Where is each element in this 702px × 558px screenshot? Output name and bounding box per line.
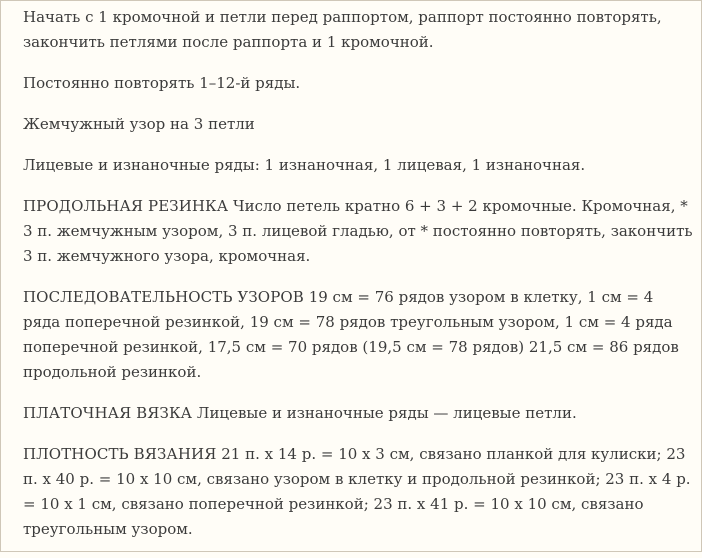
paragraph-text: Начать с 1 кромочной и петли перед раппортом, раппорт постоянно повторять, закончить петлями после раппорта и 1 кромочной.: [23, 8, 662, 51]
paragraph-text: Жемчужный узор на 3 петли: [23, 115, 255, 133]
section-heading: ПОСЛЕДОВАТЕЛЬНОСТЬ УЗОРОВ: [23, 288, 304, 306]
paragraph-text: Постоянно повторять 1–12-й ряды.: [23, 74, 301, 92]
paragraph-repeat-rows: [23, 71, 695, 96]
paragraph-seed-stitch-title: [23, 112, 695, 137]
section-heading: ПЛОТНОСТЬ ВЯЗАНИЯ: [23, 445, 217, 463]
section-heading: ПРОДОЛЬНАЯ РЕЗИНКА: [23, 197, 229, 215]
paragraph-longitudinal-rib: [23, 194, 695, 269]
paragraph-edge-stitches: [23, 5, 695, 55]
paragraph-text: 21 п. x 14 р. = 10 x 3 см, связано планкой для кулиски; 23 п. x 40 р. = 10 x 10 см, связано узором в клетку и продольной резинкой; 23 п. x 4 р. = 10 x 1 см, связано поперечной резинкой; 23 п. x 41 р. = 10 x 10 см, связано треугольным узором.: [23, 445, 691, 538]
paragraph-garter-stitch: [23, 401, 695, 426]
section-heading: ПЛАТОЧНАЯ ВЯЗКА: [23, 404, 193, 422]
document-body: [23, 5, 695, 558]
paragraph-seed-stitch-rows: [23, 153, 695, 178]
paragraph-text: 19 см = 76 рядов узором в клетку, 1 см = 4 ряда поперечной резинкой, 19 см = 78 рядов треугольным узором, 1 см = 4 ряда поперечной резинкой, 17,5 см = 70 рядов (19,5 см = 78 рядов) 21,5 см = 86 рядов продольной резинкой.: [23, 288, 679, 381]
paragraph-pattern-sequence: [23, 285, 695, 385]
paragraph-text: Лицевые и изнаночные ряды: 1 изнаночная, 1 лицевая, 1 изнаночная.: [23, 156, 586, 174]
paragraph-text: Лицевые и изнаночные ряды — лицевые петли.: [196, 404, 577, 422]
paragraph-knitting-gauge: [23, 442, 695, 542]
paragraph-text: Число петель кратно 6 + 3 + 2 кромочные. Кромочная, * 3 п. жемчужным узором, 3 п. лицевой гладью, от * постоянно повторять, закончить 3 п. жемчужного узора, кромочная.: [23, 197, 693, 265]
